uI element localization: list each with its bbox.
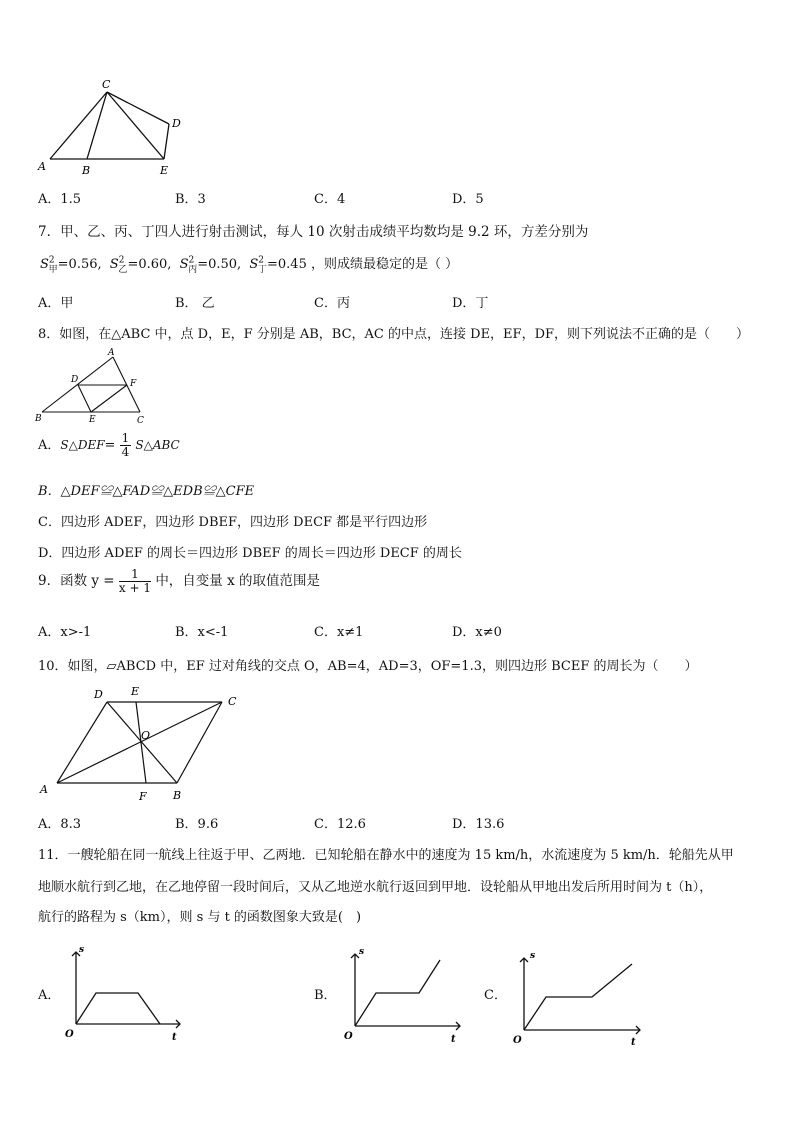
- fig10-label-a: A: [40, 783, 48, 796]
- q8-option-a[interactable]: A．S△DEF= $\frac{1}{4}$ S△ABC: [38, 431, 180, 460]
- fig8-label-f: F: [130, 379, 137, 389]
- fig6-label-b: B: [82, 164, 91, 177]
- q8-option-c[interactable]: C．四边形 ADEF，四边形 DBEF，四边形 DECF 都是平行四边形: [38, 515, 428, 530]
- q11-graph-c-label[interactable]: C．: [484, 988, 507, 1003]
- q10-option-a[interactable]: A．8.3: [38, 817, 82, 832]
- q8-s-abc: S△ABC: [135, 438, 180, 453]
- fig6-label-d: D: [172, 117, 181, 130]
- q10-option-d[interactable]: D．13.6: [452, 817, 505, 832]
- q11-line-1: 11．一艘轮船在同一航线上往返于甲、乙两地．已知轮船在静水中的速度为 15 km/h，水流速度为 5 km/h．轮船先从甲: [38, 848, 734, 863]
- q11-graph-a[interactable]: [62, 940, 192, 1050]
- q9-stem: 9．函数 y = $\frac{1}{x + 1}$ 中，自变量 x 的取值范围是: [38, 567, 321, 596]
- q9-option-c[interactable]: C．x≠1: [314, 625, 364, 640]
- q6-option-d[interactable]: D．5: [452, 192, 484, 207]
- q10-stem: 10．如图，▱ABCD 中，EF 过对角线的交点 O，AB=4，AD=3，OF=1.3，则四边形 BCEF 的周长为（ ）: [38, 659, 698, 674]
- q7-option-c[interactable]: C．丙: [314, 296, 350, 311]
- q10-option-c[interactable]: C．12.6: [314, 817, 366, 832]
- q7-option-b[interactable]: B． 乙: [175, 296, 215, 311]
- graph-b-o: O: [344, 1031, 353, 1042]
- q9-option-b[interactable]: B．x<-1: [175, 625, 229, 640]
- q7-option-a[interactable]: A．甲: [38, 296, 74, 311]
- q11-line-3: 航行的路程为 s（km），则 s 与 t 的函数图象大致是( ): [38, 910, 362, 925]
- fig10-label-e: E: [131, 685, 140, 698]
- fig8-label-e: E: [89, 415, 96, 425]
- fig10-label-f: F: [139, 790, 147, 803]
- q11-graph-b[interactable]: [340, 940, 470, 1050]
- q7-var-1: $S^2_甲=0.56$,: [40, 255, 102, 275]
- graph-a-s: s: [79, 945, 85, 955]
- q8-option-d[interactable]: D．四边形 ADEF 的周长＝四边形 DBEF 的周长＝四边形 DECF 的周长: [38, 546, 462, 561]
- q9-option-a[interactable]: A．x>-1: [38, 625, 92, 640]
- q11-graph-b-label[interactable]: B．: [314, 988, 337, 1003]
- fig10-label-c: C: [228, 695, 237, 708]
- q7-var-2: $S^2_乙=0.60$,: [109, 255, 172, 275]
- fig10-label-d: D: [94, 688, 103, 701]
- q10-figure: [35, 680, 250, 805]
- q8-fraction: $\frac{1}{4}$: [121, 431, 130, 460]
- fig6-label-a: A: [38, 160, 46, 173]
- q6-option-c[interactable]: C．4: [314, 192, 346, 207]
- q6-option-b[interactable]: B．3: [175, 192, 206, 207]
- graph-b-t: t: [451, 1034, 456, 1045]
- fig6-label-e: E: [160, 164, 169, 177]
- q8-figure: [32, 345, 162, 427]
- q11-graph-a-label[interactable]: A．: [38, 988, 61, 1003]
- q7-stem: 7．甲、乙、丙、丁四人进行射击测试，每人 10 次射击成绩平均数均是 9.2 环，方差分别为: [38, 224, 589, 240]
- q10-option-b[interactable]: B．9.6: [175, 817, 219, 832]
- graph-c-s: s: [530, 951, 536, 961]
- fig8-label-a: A: [108, 348, 115, 358]
- q8-option-b[interactable]: B．△DEF≌△FAD≌△EDB≌△CFE: [38, 484, 255, 499]
- q7-var-4: $S^2_丁=0.45$: [249, 255, 307, 275]
- q8-s-def: S△DEF: [60, 438, 105, 453]
- q11-line-2: 地顺水航行到乙地，在乙地停留一段时间后，又从乙地逆水航行返回到甲地．设轮船从甲地出发后所用时间为 t（h），: [38, 880, 713, 895]
- q7-variances: [40, 253, 458, 275]
- fig8-label-d: D: [71, 375, 79, 385]
- q11-graph-c[interactable]: [510, 946, 650, 1056]
- q8-stem: 8．如图，在△ABC 中，点 D，E，F 分别是 AB，BC，AC 的中点，连接 DE，EF，DF，则下列说法不正确的是（ ）: [38, 327, 750, 342]
- graph-c-o: O: [513, 1035, 522, 1046]
- q7-option-d[interactable]: D．丁: [452, 296, 489, 311]
- fig8-label-c: C: [137, 416, 144, 426]
- q6-figure: [30, 75, 200, 180]
- graph-b-s: s: [359, 947, 365, 957]
- q7-tail: ，则成绩最稳定的是（ ）: [310, 257, 459, 272]
- q6-option-a[interactable]: A．1.5: [38, 192, 82, 207]
- graph-c-t: t: [631, 1037, 636, 1048]
- fig10-label-o: O: [141, 729, 151, 742]
- q9-option-d[interactable]: D．x≠0: [452, 625, 502, 640]
- q9-fraction: $\frac{1}{x + 1}$: [118, 567, 152, 596]
- q7-var-3: $S^2_丙=0.50$,: [179, 255, 242, 275]
- fig10-label-b: B: [173, 789, 182, 802]
- fig8-label-b: B: [35, 414, 42, 424]
- graph-a-t: t: [172, 1032, 177, 1043]
- graph-a-o: O: [65, 1029, 74, 1040]
- fig6-label-c: C: [102, 78, 111, 91]
